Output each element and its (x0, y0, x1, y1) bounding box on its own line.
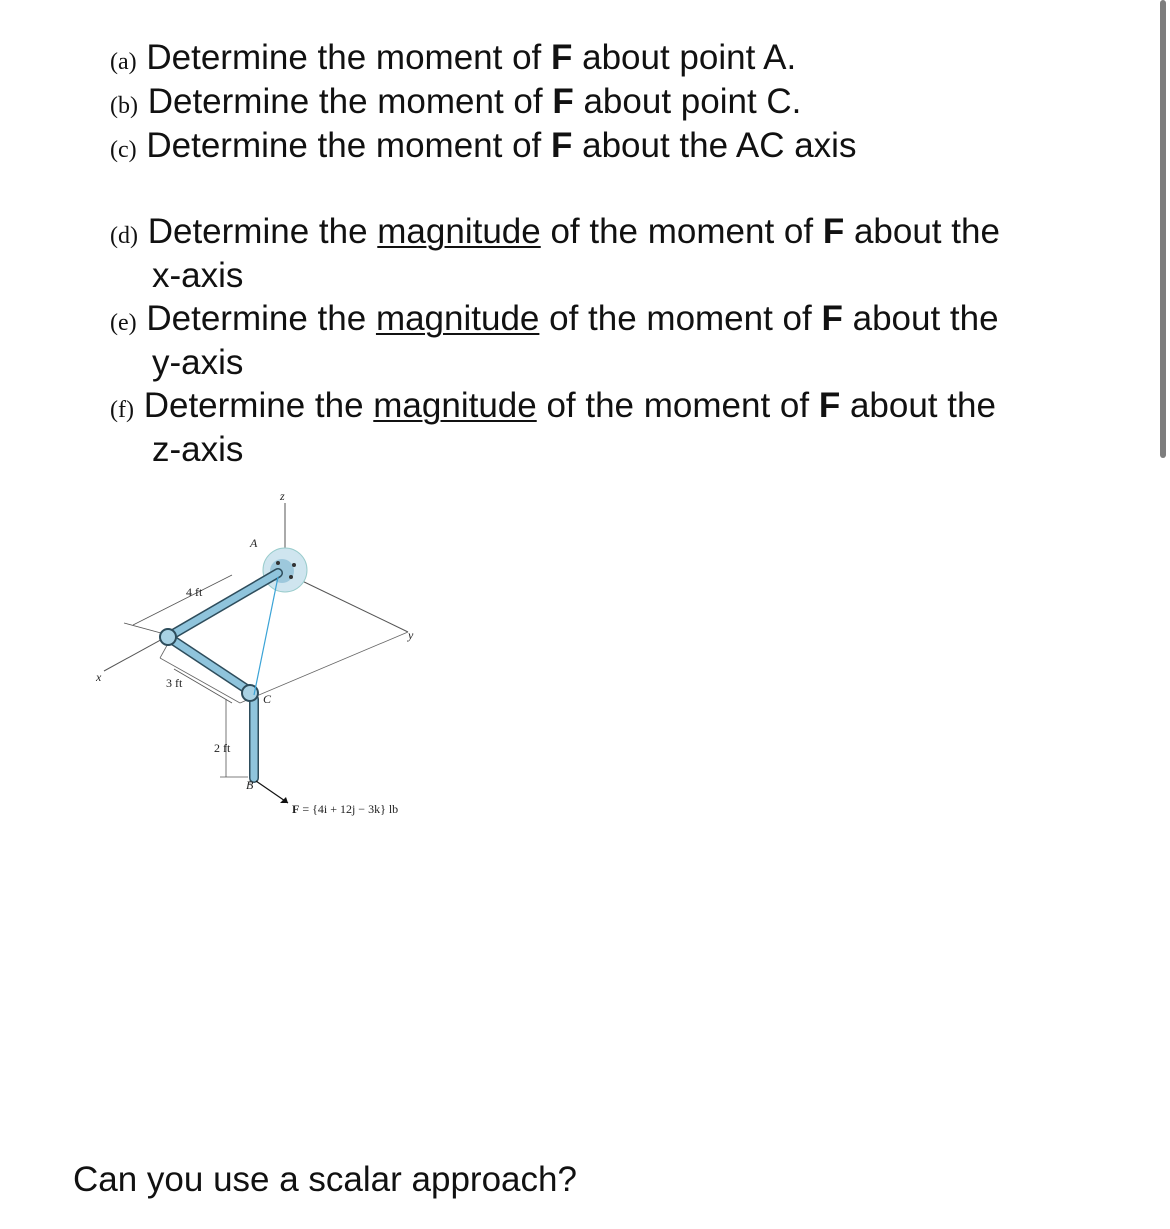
question-text: Determine the (147, 212, 378, 251)
dim-label-4ft: 4 ft (186, 585, 203, 599)
emphasis-magnitude: magnitude (377, 212, 541, 251)
question-text: Determine the moment of (147, 82, 553, 121)
question-text: Determine the moment of (146, 126, 551, 165)
question-e (110, 297, 999, 345)
point-C-label: C (263, 692, 272, 706)
force-symbol: F (551, 126, 573, 165)
question-text: Determine the moment of (146, 38, 551, 77)
force-symbol: F (822, 212, 845, 251)
question-text-mid: of the moment of (536, 386, 819, 425)
elbow-joint (160, 629, 176, 645)
question-c (110, 124, 856, 172)
question-d (110, 210, 1000, 258)
force-expression: = {4i + 12j − 3k} lb (299, 802, 399, 816)
z-axis-label: z (280, 489, 285, 503)
question-text-end: about the (840, 386, 996, 425)
pipe-segment-4ft (168, 573, 278, 637)
pipe-assembly-figure (90, 485, 450, 830)
question-d-axis: x-axis (152, 256, 244, 295)
cable-AC (254, 577, 278, 695)
question-label: (a) (110, 49, 137, 75)
question-a (110, 36, 796, 84)
question-text-end: about the AC axis (572, 126, 857, 165)
point-B-label: B (246, 778, 254, 792)
question-text-end: about the (842, 299, 999, 338)
force-symbol: F (818, 386, 841, 425)
question-label: (c) (110, 137, 137, 163)
force-label (292, 802, 398, 816)
point-A-label: A (250, 536, 258, 550)
dim-label-3ft: 3 ft (166, 676, 183, 690)
question-text-end: about the (844, 212, 1000, 251)
footer-question: Can you use a scalar approach? (73, 1160, 577, 1199)
question-b (110, 80, 801, 128)
bolt (276, 561, 280, 565)
emphasis-magnitude: magnitude (373, 386, 537, 425)
force-symbol: F (551, 38, 573, 77)
force-symbol: F (292, 802, 300, 816)
bolt (292, 563, 296, 567)
dim-label-2ft: 2 ft (214, 741, 231, 755)
x-axis-label: x (96, 670, 102, 684)
question-text-end: about point A. (572, 38, 797, 77)
bolt (289, 575, 293, 579)
y-axis-line (298, 579, 408, 632)
question-text-mid: of the moment of (539, 299, 822, 338)
force-arrow (256, 781, 288, 803)
question-e-axis: y-axis (152, 343, 244, 382)
y-axis-label: y (408, 628, 414, 642)
dim-line-4ft (133, 575, 232, 625)
question-label: (e) (110, 310, 137, 336)
question-f-axis: z-axis (152, 430, 244, 469)
question-text: Determine the (146, 299, 376, 338)
question-text-mid: of the moment of (540, 212, 823, 251)
question-label: (d) (110, 223, 138, 249)
question-text: Determine the (143, 386, 374, 425)
question-label: (b) (110, 93, 138, 119)
question-text-end: about point C. (573, 82, 802, 121)
force-symbol: F (821, 299, 843, 338)
question-label: (f) (110, 397, 134, 423)
question-f (110, 384, 996, 432)
force-symbol: F (552, 82, 574, 121)
scrollbar[interactable] (1160, 0, 1166, 458)
emphasis-magnitude: magnitude (375, 299, 540, 338)
